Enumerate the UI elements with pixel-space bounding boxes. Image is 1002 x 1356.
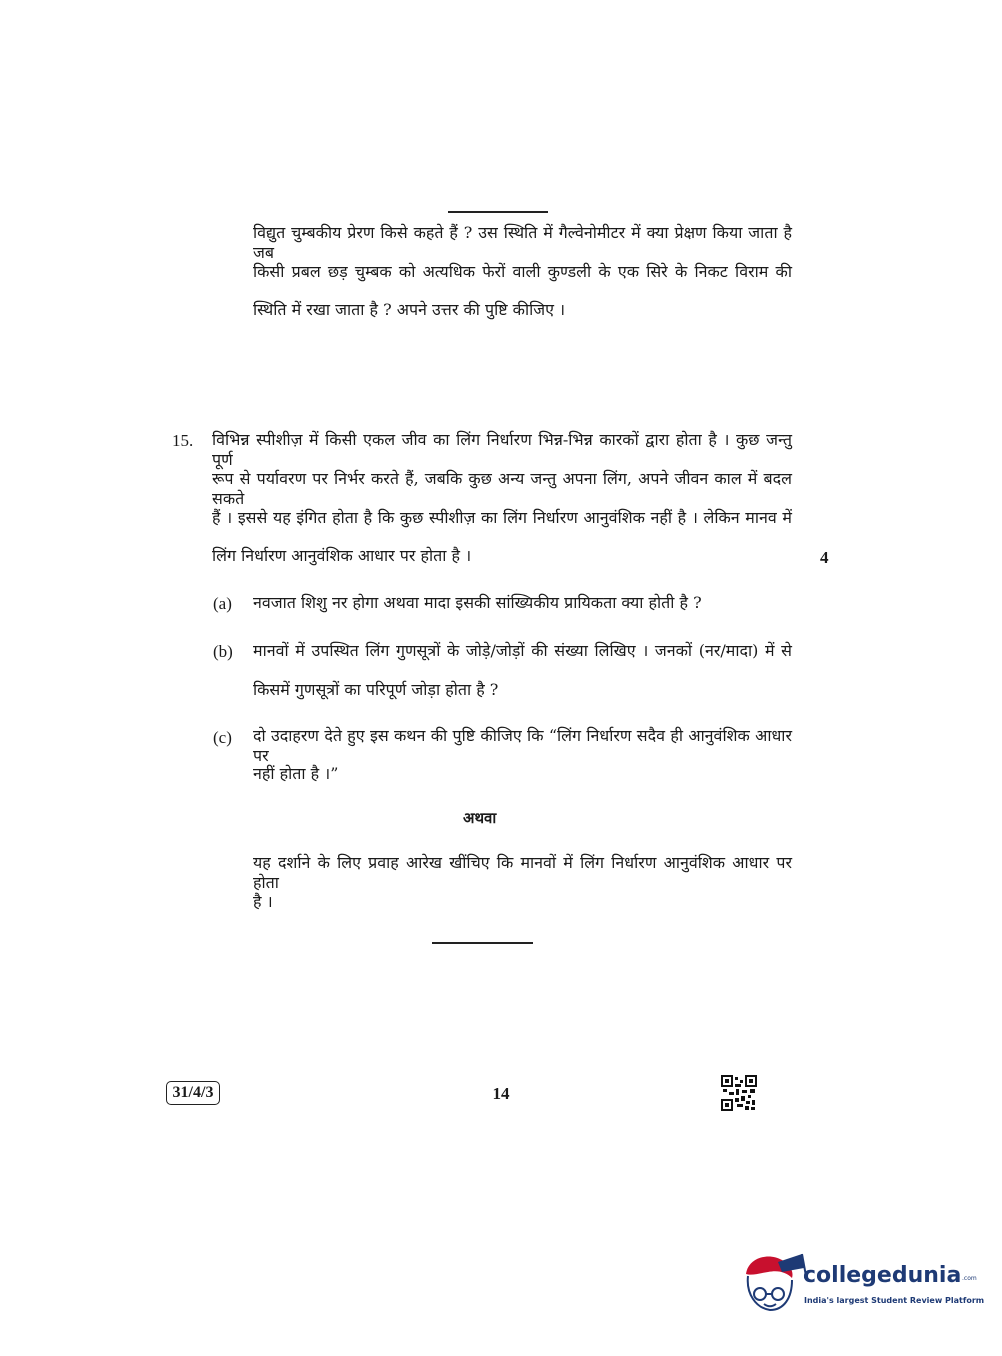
brand-suffix: .com — [962, 1275, 977, 1282]
question-line-3: हैं । इससे यह इंगित होता है कि कुछ स्पीशीज़ का लिंग निर्धारण आनुवंशिक नहीं है । लेकिन मानव में — [212, 508, 792, 527]
or-heading: अथवा — [463, 809, 497, 827]
brand-name: collegedunia — [803, 1263, 962, 1288]
answer-line-3: स्थिति में रखा जाता है ? अपने उत्तर की पुष्टि कीजिए । — [253, 300, 566, 319]
top-separator-rule — [448, 211, 548, 213]
or-line-1: यह दर्शाने के लिए प्रवाह आरेख खींचिए कि मानवों में लिंग निर्धारण आनुवंशिक आधार पर होता — [253, 853, 792, 892]
paper-code: 31/4/3 — [166, 1081, 220, 1105]
qr-code-icon — [721, 1075, 757, 1111]
answer-line-1: विद्युत चुम्बकीय प्रेरण किसे कहते हैं ? उस स्थिति में गैल्वेनोमीटर में क्या प्रेक्षण किया जाता है जब — [253, 223, 792, 262]
part-c-line-1: दो उदाहरण देते हुए इस कथन की पुष्टि कीजिए कि “लिंग निर्धारण सदैव ही आनुवंशिक आधार पर — [253, 726, 792, 765]
part-c-line-2: नहीं होता है ।” — [253, 764, 339, 783]
question-number: 15. — [172, 431, 194, 450]
part-a-label: (a) — [213, 594, 232, 613]
part-a-line-1: नवजात शिशु नर होगा अथवा मादा इसकी सांख्यिकीय प्रायिकता क्या होती है ? — [253, 593, 702, 612]
question-marks: 4 — [820, 548, 829, 567]
answer-line-2: किसी प्रबल छड़ चुम्बक को अत्यधिक फेरों वाली कुण्डली के एक सिरे के निकट विराम की — [253, 262, 792, 281]
question-line-1: विभिन्न स्पीशीज़ में किसी एकल जीव का लिंग निर्धारण भिन्न-भिन्न कारकों द्वारा होता है । कुछ जन्तु पूर्ण — [212, 430, 792, 469]
part-b-line-2: किसमें गुणसूत्रों का परिपूर्ण जोड़ा होता है ? — [253, 680, 499, 699]
part-c-label: (c) — [213, 728, 232, 747]
question-line-4: लिंग निर्धारण आनुवंशिक आधार पर होता है । — [212, 546, 472, 565]
brand-tagline: India's largest Student Review Platform — [804, 1296, 985, 1305]
question-line-2: रूप से पर्यावरण पर निर्भर करते हैं, जबकि कुछ अन्य जन्तु अपना लिंग, अपने जीवन काल में बदल सकते — [212, 469, 792, 508]
end-separator-rule — [432, 942, 533, 944]
part-b-label: (b) — [213, 642, 233, 661]
or-line-2: है । — [253, 892, 273, 911]
page-number: 14 — [492, 1084, 510, 1103]
part-b-line-1: मानवों में उपस्थित लिंग गुणसूत्रों के जोड़े/जोड़ों की संख्या लिखिए । जनकों (नर/मादा) में से — [253, 641, 792, 660]
